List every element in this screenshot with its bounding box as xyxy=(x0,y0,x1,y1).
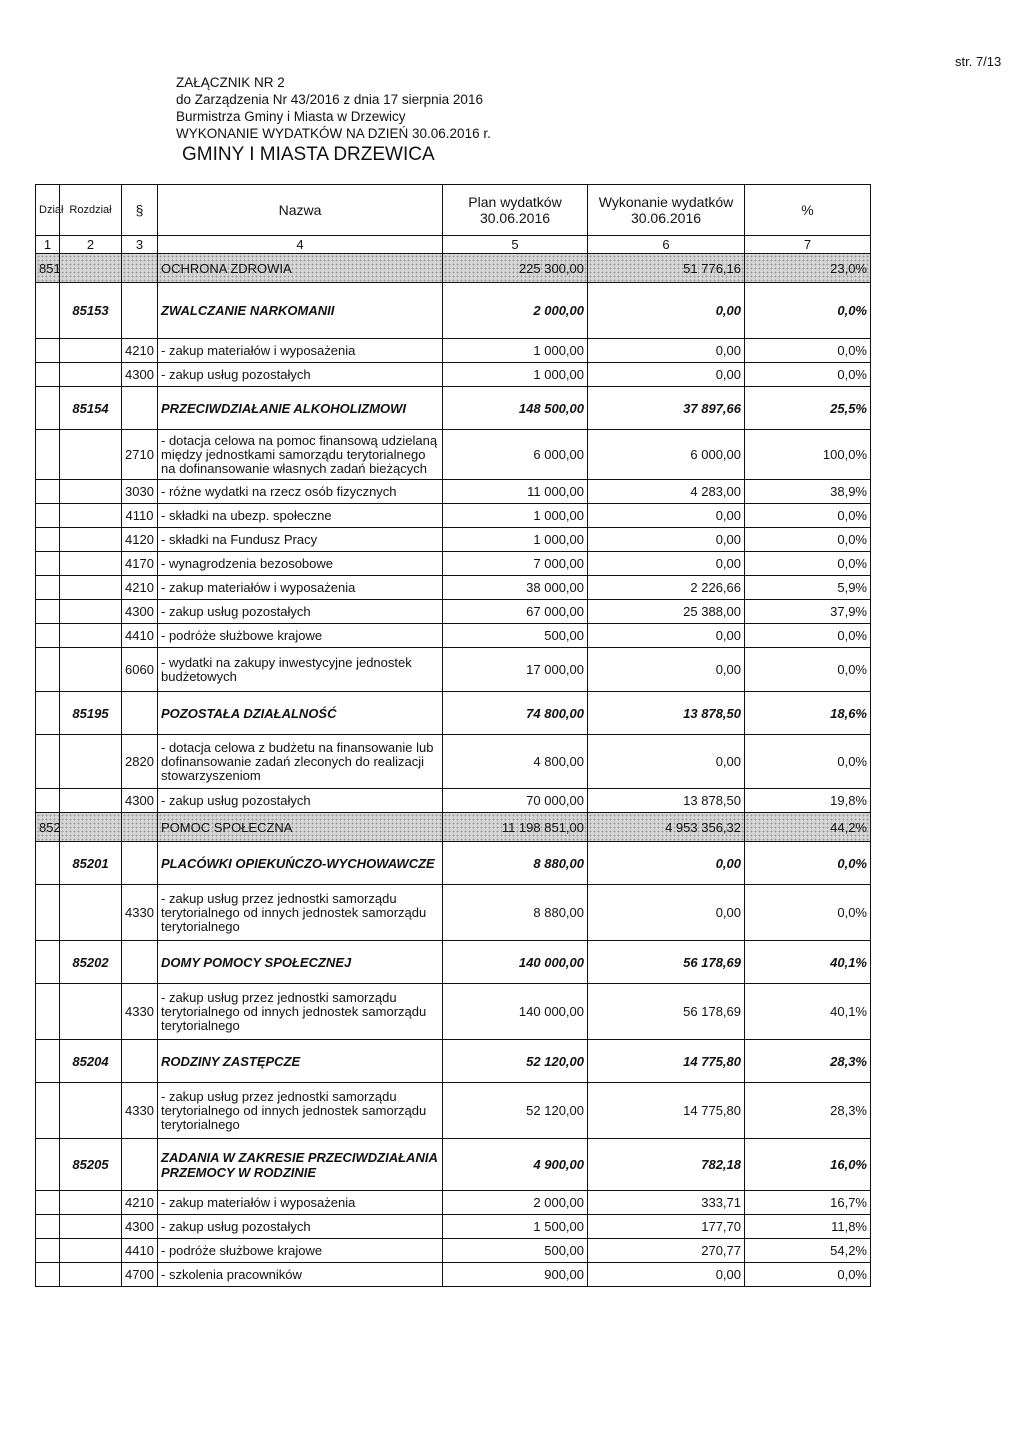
dzial-cell xyxy=(36,576,60,600)
procent-cell: 28,3% xyxy=(745,1040,871,1083)
plan-cell: 70 000,00 xyxy=(443,789,588,813)
rozdzial-cell xyxy=(60,885,122,941)
paragraf-cell xyxy=(122,813,158,842)
rozdzial-cell xyxy=(60,254,122,283)
nazwa-cell: - podróże służbowe krajowe xyxy=(158,624,443,648)
dzial-cell xyxy=(36,842,60,885)
header-line-municipality: GMINY I MIASTA DRZEWICA xyxy=(182,144,435,165)
paragraf-cell xyxy=(122,941,158,984)
rozdzial-cell xyxy=(60,504,122,528)
wykonanie-cell: 0,00 xyxy=(588,842,745,885)
nazwa-cell: - szkolenia pracowników xyxy=(158,1263,443,1287)
wykonanie-cell: 0,00 xyxy=(588,363,745,387)
procent-cell: 0,0% xyxy=(745,624,871,648)
wykonanie-cell: 2 226,66 xyxy=(588,576,745,600)
dzial-cell xyxy=(36,624,60,648)
nazwa-cell: OCHRONA ZDROWIA xyxy=(158,254,443,283)
plan-cell: 1 000,00 xyxy=(443,363,588,387)
wykonanie-cell: 4 953 356,32 xyxy=(588,813,745,842)
paragraf-cell: 4330 xyxy=(122,885,158,941)
procent-cell: 0,0% xyxy=(745,1263,871,1287)
nazwa-cell: - zakup materiałów i wyposażenia xyxy=(158,576,443,600)
col-header-rozdzial: Rozdział xyxy=(60,185,122,236)
procent-cell: 0,0% xyxy=(745,283,871,339)
plan-cell: 8 880,00 xyxy=(443,842,588,885)
paragraf-row xyxy=(36,528,871,552)
procent-cell: 0,0% xyxy=(745,648,871,692)
plan-cell: 52 120,00 xyxy=(443,1083,588,1139)
wykonanie-cell: 0,00 xyxy=(588,339,745,363)
dzial-cell xyxy=(36,339,60,363)
rozdzial-cell: 85154 xyxy=(60,387,122,430)
rozdzial-cell: 85204 xyxy=(60,1040,122,1083)
plan-cell: 11 198 851,00 xyxy=(443,813,588,842)
dzial-cell xyxy=(36,430,60,480)
table-body xyxy=(36,254,871,1287)
wykonanie-cell: 56 178,69 xyxy=(588,941,745,984)
paragraf-row xyxy=(36,1191,871,1215)
plan-cell: 67 000,00 xyxy=(443,600,588,624)
rozdzial-cell xyxy=(60,363,122,387)
procent-cell: 54,2% xyxy=(745,1239,871,1263)
procent-cell: 0,0% xyxy=(745,842,871,885)
paragraf-row xyxy=(36,1239,871,1263)
rozdzial-row xyxy=(36,1139,871,1191)
nazwa-cell: ZADANIA W ZAKRESIE PRZECIWDZIAŁANIA PRZEMOCY W RODZINIE xyxy=(158,1139,443,1191)
col-header-paragraf: § xyxy=(122,185,158,236)
paragraf-cell xyxy=(122,1040,158,1083)
dzial-cell xyxy=(36,941,60,984)
wykonanie-cell: 0,00 xyxy=(588,624,745,648)
procent-cell: 40,1% xyxy=(745,984,871,1040)
plan-cell: 225 300,00 xyxy=(443,254,588,283)
rozdzial-cell xyxy=(60,430,122,480)
plan-cell: 900,00 xyxy=(443,1263,588,1287)
rozdzial-cell xyxy=(60,813,122,842)
paragraf-cell: 2820 xyxy=(122,735,158,789)
wykonanie-cell: 0,00 xyxy=(588,283,745,339)
dzial-cell xyxy=(36,480,60,504)
paragraf-cell xyxy=(122,254,158,283)
paragraf-cell: 4300 xyxy=(122,1215,158,1239)
wykonanie-cell: 56 178,69 xyxy=(588,984,745,1040)
dzial-cell xyxy=(36,283,60,339)
paragraf-row xyxy=(36,576,871,600)
col-number: 5 xyxy=(443,236,588,254)
plan-cell: 2 000,00 xyxy=(443,1191,588,1215)
paragraf-cell: 4330 xyxy=(122,1083,158,1139)
nazwa-cell: - wydatki na zakupy inwestycyjne jednostek budżetowych xyxy=(158,648,443,692)
nazwa-cell: - zakup usług pozostałych xyxy=(158,600,443,624)
plan-cell: 17 000,00 xyxy=(443,648,588,692)
procent-cell: 0,0% xyxy=(745,339,871,363)
paragraf-cell: 4300 xyxy=(122,363,158,387)
rozdzial-cell xyxy=(60,648,122,692)
procent-cell: 0,0% xyxy=(745,363,871,387)
rozdzial-cell xyxy=(60,552,122,576)
procent-cell: 40,1% xyxy=(745,941,871,984)
nazwa-cell: - zakup usług pozostałych xyxy=(158,789,443,813)
wykonanie-cell: 0,00 xyxy=(588,885,745,941)
paragraf-row xyxy=(36,1083,871,1139)
paragraf-row xyxy=(36,600,871,624)
nazwa-cell: - zakup usług przez jednostki samorządu terytorialnego od innych jednostek samorządu terytorialnego xyxy=(158,1083,443,1139)
rozdzial-row xyxy=(36,692,871,735)
paragraf-cell: 4700 xyxy=(122,1263,158,1287)
procent-cell: 38,9% xyxy=(745,480,871,504)
dzial-cell xyxy=(36,1239,60,1263)
document-header xyxy=(176,74,491,163)
dzial-cell xyxy=(36,363,60,387)
rozdzial-row xyxy=(36,941,871,984)
dzial-cell xyxy=(36,528,60,552)
plan-cell: 500,00 xyxy=(443,624,588,648)
paragraf-row xyxy=(36,885,871,941)
procent-cell: 44,2% xyxy=(745,813,871,842)
procent-cell: 0,0% xyxy=(745,735,871,789)
wykonanie-cell: 0,00 xyxy=(588,1263,745,1287)
rozdzial-cell: 85153 xyxy=(60,283,122,339)
rozdzial-cell xyxy=(60,1239,122,1263)
page-number: str. 7/13 xyxy=(955,54,1002,69)
paragraf-cell xyxy=(122,283,158,339)
rozdzial-row xyxy=(36,387,871,430)
paragraf-cell: 4410 xyxy=(122,624,158,648)
wykonanie-cell: 25 388,00 xyxy=(588,600,745,624)
procent-cell: 23,0% xyxy=(745,254,871,283)
paragraf-row xyxy=(36,363,871,387)
plan-cell: 148 500,00 xyxy=(443,387,588,430)
procent-cell: 16,7% xyxy=(745,1191,871,1215)
nazwa-cell: - różne wydatki na rzecz osób fizycznych xyxy=(158,480,443,504)
paragraf-cell: 4210 xyxy=(122,576,158,600)
paragraf-row xyxy=(36,339,871,363)
header-line-ordinance: do Zarządzenia Nr 43/2016 z dnia 17 sierpnia 2016 xyxy=(176,92,483,107)
wykonanie-cell: 6 000,00 xyxy=(588,430,745,480)
nazwa-cell: ZWALCZANIE NARKOMANII xyxy=(158,283,443,339)
paragraf-cell xyxy=(122,387,158,430)
rozdzial-cell xyxy=(60,576,122,600)
procent-cell: 0,0% xyxy=(745,885,871,941)
wykonanie-cell: 270,77 xyxy=(588,1239,745,1263)
plan-cell: 140 000,00 xyxy=(443,941,588,984)
col-header-nazwa: Nazwa xyxy=(158,185,443,236)
plan-cell: 11 000,00 xyxy=(443,480,588,504)
procent-cell: 19,8% xyxy=(745,789,871,813)
dzial-cell xyxy=(36,552,60,576)
plan-cell: 1 000,00 xyxy=(443,528,588,552)
paragraf-cell: 2710 xyxy=(122,430,158,480)
paragraf-row xyxy=(36,430,871,480)
dzial-cell xyxy=(36,648,60,692)
paragraf-cell xyxy=(122,692,158,735)
col-header-procent: % xyxy=(745,185,871,236)
paragraf-cell: 4170 xyxy=(122,552,158,576)
header-line-attachment: ZAŁĄCZNIK NR 2 xyxy=(176,75,285,90)
paragraf-cell: 6060 xyxy=(122,648,158,692)
rozdzial-cell xyxy=(60,339,122,363)
plan-cell: 1 000,00 xyxy=(443,339,588,363)
paragraf-cell: 4330 xyxy=(122,984,158,1040)
nazwa-cell: - zakup usług przez jednostki samorządu terytorialnego od innych jednostek samorządu terytorialnego xyxy=(158,984,443,1040)
wykonanie-cell: 13 878,50 xyxy=(588,789,745,813)
col-number: 4 xyxy=(158,236,443,254)
dzial-cell xyxy=(36,600,60,624)
paragraf-row xyxy=(36,648,871,692)
dzial-row xyxy=(36,254,871,283)
paragraf-row xyxy=(36,480,871,504)
plan-cell: 52 120,00 xyxy=(443,1040,588,1083)
dzial-cell xyxy=(36,1263,60,1287)
nazwa-cell: PLACÓWKI OPIEKUŃCZO-WYCHOWAWCZE xyxy=(158,842,443,885)
paragraf-row xyxy=(36,624,871,648)
plan-cell: 7 000,00 xyxy=(443,552,588,576)
paragraf-row xyxy=(36,1263,871,1287)
dzial-cell xyxy=(36,1083,60,1139)
paragraf-row xyxy=(36,552,871,576)
nazwa-cell: POMOC SPOŁECZNA xyxy=(158,813,443,842)
nazwa-cell: POZOSTAŁA DZIAŁALNOŚĆ xyxy=(158,692,443,735)
paragraf-cell: 4210 xyxy=(122,339,158,363)
procent-cell: 11,8% xyxy=(745,1215,871,1239)
plan-cell: 4 900,00 xyxy=(443,1139,588,1191)
paragraf-cell: 4210 xyxy=(122,1191,158,1215)
paragraf-row xyxy=(36,1215,871,1239)
rozdzial-cell xyxy=(60,1215,122,1239)
rozdzial-row xyxy=(36,1040,871,1083)
dzial-cell: 852 xyxy=(36,813,60,842)
wykonanie-cell: 0,00 xyxy=(588,528,745,552)
col-number: 7 xyxy=(745,236,871,254)
col-header-plan: Plan wydatków 30.06.2016 xyxy=(443,185,588,236)
wykonanie-cell: 14 775,80 xyxy=(588,1083,745,1139)
dzial-cell xyxy=(36,1040,60,1083)
wykonanie-cell: 14 775,80 xyxy=(588,1040,745,1083)
wykonanie-cell: 0,00 xyxy=(588,504,745,528)
paragraf-cell: 4410 xyxy=(122,1239,158,1263)
wykonanie-cell: 37 897,66 xyxy=(588,387,745,430)
col-number: 3 xyxy=(122,236,158,254)
nazwa-cell: - składki na Fundusz Pracy xyxy=(158,528,443,552)
nazwa-cell: - zakup usług pozostałych xyxy=(158,1215,443,1239)
plan-cell: 8 880,00 xyxy=(443,885,588,941)
header-line-title: WYKONANIE WYDATKÓW NA DZIEŃ 30.06.2016 r. xyxy=(176,126,491,141)
dzial-cell: 851 xyxy=(36,254,60,283)
rozdzial-row xyxy=(36,842,871,885)
wykonanie-cell: 13 878,50 xyxy=(588,692,745,735)
nazwa-cell: DOMY POMOCY SPOŁECZNEJ xyxy=(158,941,443,984)
nazwa-cell: - dotacja celowa z budżetu na finansowanie lub dofinansowanie zadań zleconych do realizacji stowarzyszeniom xyxy=(158,735,443,789)
wykonanie-cell: 51 776,16 xyxy=(588,254,745,283)
paragraf-cell: 4110 xyxy=(122,504,158,528)
plan-cell: 140 000,00 xyxy=(443,984,588,1040)
paragraf-row xyxy=(36,984,871,1040)
plan-cell: 6 000,00 xyxy=(443,430,588,480)
dzial-cell xyxy=(36,735,60,789)
plan-cell: 1 500,00 xyxy=(443,1215,588,1239)
nazwa-cell: - podróże służbowe krajowe xyxy=(158,1239,443,1263)
nazwa-cell: - zakup usług przez jednostki samorządu terytorialnego od innych jednostek samorządu terytorialnego xyxy=(158,885,443,941)
nazwa-cell: - wynagrodzenia bezosobowe xyxy=(158,552,443,576)
plan-cell: 74 800,00 xyxy=(443,692,588,735)
procent-cell: 16,0% xyxy=(745,1139,871,1191)
rozdzial-cell: 85201 xyxy=(60,842,122,885)
rozdzial-cell: 85202 xyxy=(60,941,122,984)
procent-cell: 37,9% xyxy=(745,600,871,624)
rozdzial-cell xyxy=(60,789,122,813)
nazwa-cell: - składki na ubezp. społeczne xyxy=(158,504,443,528)
dzial-cell xyxy=(36,504,60,528)
dzial-row xyxy=(36,813,871,842)
dzial-cell xyxy=(36,387,60,430)
plan-cell: 4 800,00 xyxy=(443,735,588,789)
nazwa-cell: - zakup materiałów i wyposażenia xyxy=(158,339,443,363)
rozdzial-cell: 85195 xyxy=(60,692,122,735)
dzial-cell xyxy=(36,789,60,813)
nazwa-cell: - dotacja celowa na pomoc finansową udzielaną między jednostkami samorządu terytorialnego na dofinansowanie własnych zadań bieżących xyxy=(158,430,443,480)
paragraf-row xyxy=(36,735,871,789)
rozdzial-cell xyxy=(60,624,122,648)
paragraf-cell: 3030 xyxy=(122,480,158,504)
nazwa-cell: RODZINY ZASTĘPCZE xyxy=(158,1040,443,1083)
col-header-wykonanie: Wykonanie wydatków 30.06.2016 xyxy=(588,185,745,236)
wykonanie-cell: 0,00 xyxy=(588,552,745,576)
col-number: 2 xyxy=(60,236,122,254)
procent-cell: 18,6% xyxy=(745,692,871,735)
paragraf-cell: 4120 xyxy=(122,528,158,552)
plan-cell: 500,00 xyxy=(443,1239,588,1263)
procent-cell: 28,3% xyxy=(745,1083,871,1139)
wykonanie-cell: 0,00 xyxy=(588,735,745,789)
dzial-cell xyxy=(36,984,60,1040)
col-header-dzial: Dział xyxy=(36,185,60,236)
procent-cell: 25,5% xyxy=(745,387,871,430)
rozdzial-cell xyxy=(60,1083,122,1139)
rozdzial-cell xyxy=(60,600,122,624)
procent-cell: 5,9% xyxy=(745,576,871,600)
dzial-cell xyxy=(36,1191,60,1215)
nazwa-cell: - zakup usług pozostałych xyxy=(158,363,443,387)
paragraf-cell: 4300 xyxy=(122,600,158,624)
plan-cell: 1 000,00 xyxy=(443,504,588,528)
expenditure-table xyxy=(35,184,871,1287)
procent-cell: 0,0% xyxy=(745,528,871,552)
paragraf-cell xyxy=(122,842,158,885)
header-line-mayor: Burmistrza Gminy i Miasta w Drzewicy xyxy=(176,109,406,124)
rozdzial-row xyxy=(36,283,871,339)
wykonanie-cell: 782,18 xyxy=(588,1139,745,1191)
procent-cell: 0,0% xyxy=(745,552,871,576)
rozdzial-cell xyxy=(60,1191,122,1215)
plan-cell: 2 000,00 xyxy=(443,283,588,339)
wykonanie-cell: 333,71 xyxy=(588,1191,745,1215)
rozdzial-cell xyxy=(60,735,122,789)
col-number: 6 xyxy=(588,236,745,254)
rozdzial-cell: 85205 xyxy=(60,1139,122,1191)
nazwa-cell: PRZECIWDZIAŁANIE ALKOHOLIZMOWI xyxy=(158,387,443,430)
dzial-cell xyxy=(36,692,60,735)
dzial-cell xyxy=(36,1139,60,1191)
rozdzial-cell xyxy=(60,480,122,504)
paragraf-row xyxy=(36,789,871,813)
paragraf-row xyxy=(36,504,871,528)
dzial-cell xyxy=(36,885,60,941)
paragraf-cell: 4300 xyxy=(122,789,158,813)
plan-cell: 38 000,00 xyxy=(443,576,588,600)
rozdzial-cell xyxy=(60,528,122,552)
wykonanie-cell: 4 283,00 xyxy=(588,480,745,504)
dzial-cell xyxy=(36,1215,60,1239)
nazwa-cell: - zakup materiałów i wyposażenia xyxy=(158,1191,443,1215)
wykonanie-cell: 177,70 xyxy=(588,1215,745,1239)
wykonanie-cell: 0,00 xyxy=(588,648,745,692)
paragraf-cell xyxy=(122,1139,158,1191)
rozdzial-cell xyxy=(60,1263,122,1287)
procent-cell: 0,0% xyxy=(745,504,871,528)
col-number: 1 xyxy=(36,236,60,254)
procent-cell: 100,0% xyxy=(745,430,871,480)
rozdzial-cell xyxy=(60,984,122,1040)
